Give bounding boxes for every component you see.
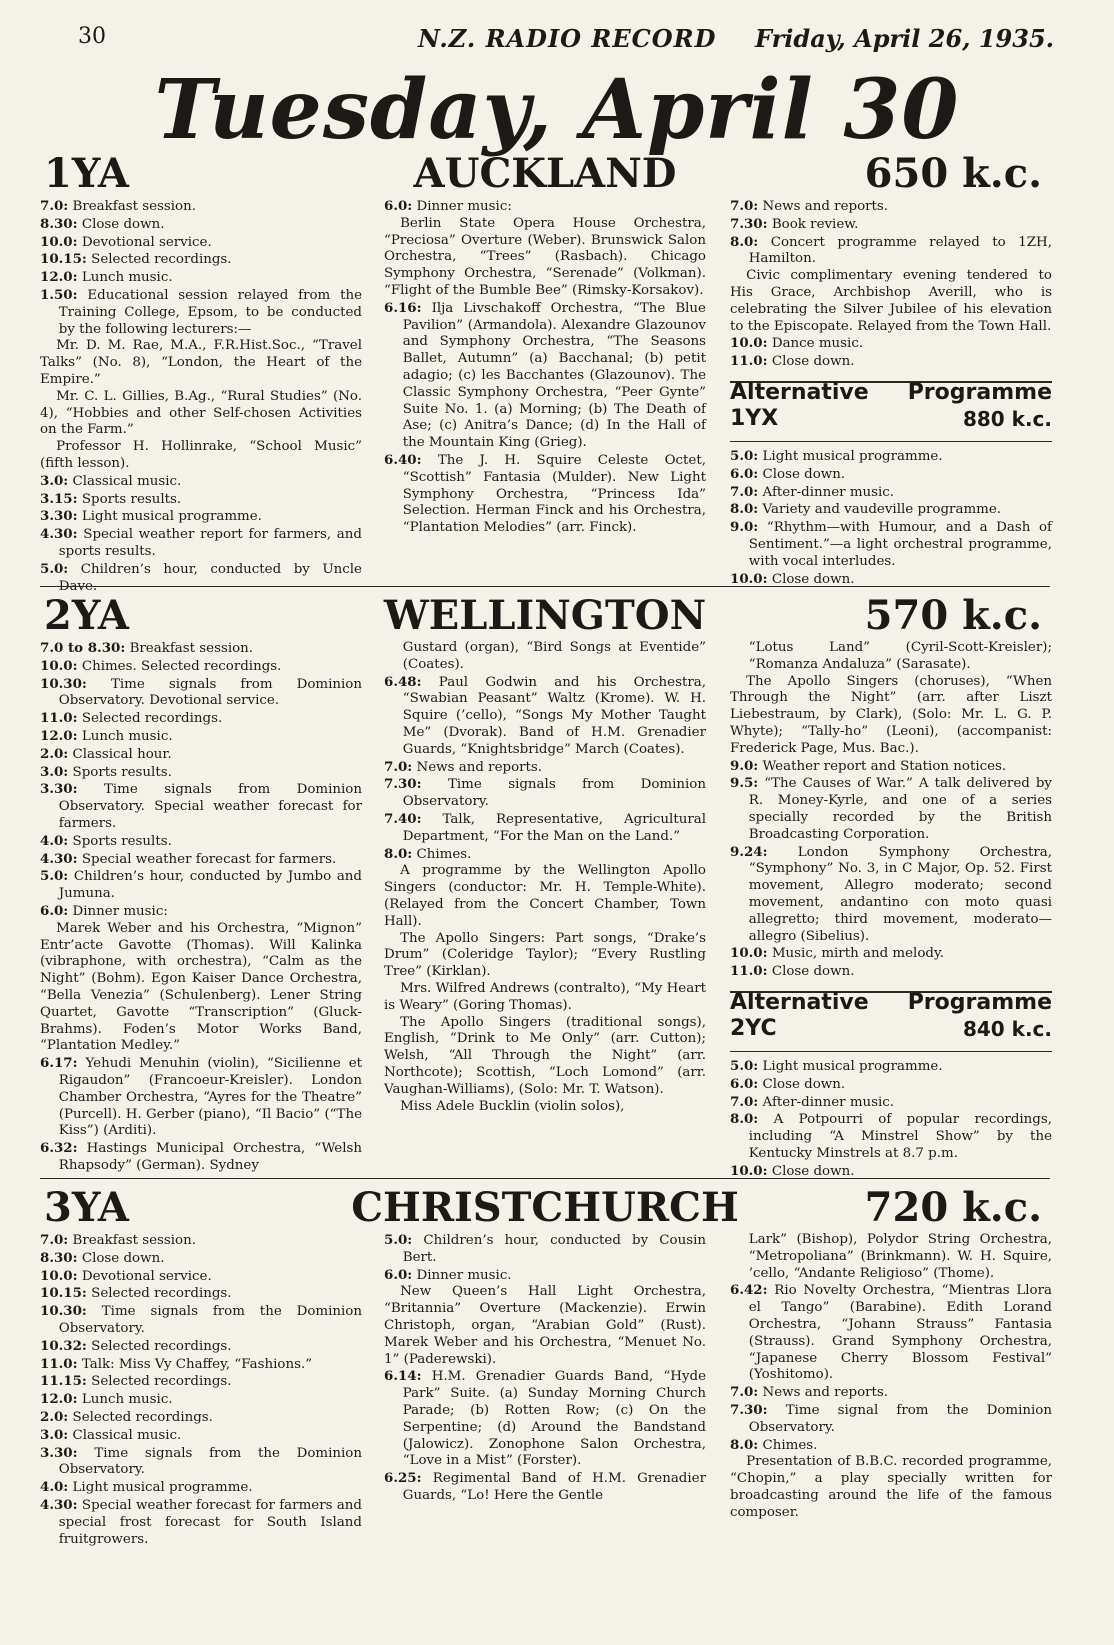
schedule-item [730,963,1052,981]
schedule-time: 10.0: [730,945,768,962]
alt-label: Alternative [730,989,869,1015]
schedule-text: Selected recordings. [72,1409,213,1425]
schedule-text: Dance music. [771,336,864,352]
schedule-item [40,1445,362,1480]
schedule-item [730,484,1052,502]
schedule-time: 6.32: [40,1140,78,1157]
schedule-time: 9.24: [730,843,768,860]
schedule-time: 3.15: [40,490,78,507]
schedule-item [40,728,362,746]
page-number: 30 [78,24,106,49]
schedule-text: Selected recordings. [91,1286,232,1302]
schedule-text: Sports results. [72,833,172,849]
schedule-text: The J. H. Squire Celeste Octet, “Scottish” Fantasia (Mulder). New Light Symphony Orchestra, “Princess Ida” Selection. Herman Finck and his Orchestra, “Plantation Melodies” (arr. Finck). [402,452,706,536]
schedule-time: 2.0: [40,745,69,762]
schedule-text: Weather report and Station notices. [762,758,1007,774]
schedule-time: 10.0: [40,233,78,250]
station-call-sign: 3YA [44,1184,129,1231]
alt-label: Alternative [730,379,869,405]
schedule-time: 10.0: [730,1162,768,1179]
schedule-text: Children’s hour, conducted by Uncle Dave. [58,561,362,594]
schedule-continuation: Gustard (organ), “Bird Songs at Eventide” (Coates). [402,640,706,672]
schedule-column-1 [40,640,362,1175]
schedule-time: 5.0: [730,447,759,464]
schedule-time: 4.0: [40,1479,69,1496]
schedule-item [40,1338,362,1356]
schedule-item [40,1497,362,1548]
schedule-item [730,1384,1052,1402]
schedule-text: Light musical programme. [72,1480,253,1496]
schedule-text: After-dinner music. [762,484,895,500]
schedule-time: 1.50: [40,286,78,303]
station-frequency: 720 k.c. [864,1184,1042,1231]
schedule-time: 6.48: [384,673,422,690]
schedule-time: 8.0: [730,1436,759,1453]
schedule-detail: Marek Weber and his Orchestra, “Mignon” Entr’acte Gavotte (Thomas). Will Kalinka (vibraphone, with orchestra), “Calm as the Night” (Bohm). Egon Kaiser Dance Orchestra, “Bella Venezia” (Schulenberg). Lener String Quartet, Gavotte “Transcription” (Gluck-Brahms). Foden’s Motor Works Band, “Plantation Medley.” [40,920,362,1054]
schedule-text: Time signals from Dominion Observatory. Devotional service. [58,676,362,709]
schedule-item [40,851,362,869]
schedule-text: Special weather forecast for farmers and special frost forecast for South Island fruitgrowers. [58,1497,362,1547]
schedule-item [730,353,1052,371]
schedule-time: 5.0: [384,1232,413,1248]
schedule-time: 3.0: [40,1426,69,1443]
section-divider [40,586,1050,587]
schedule-time: 6.40: [384,451,422,468]
schedule-time: 6.17: [40,1055,78,1072]
schedule-detail: The Apollo Singers: Part songs, “Drake’s Drum” (Coleridge Taylor); “Every Rustling Tree” (Kirklan). [384,930,706,980]
schedule-item [40,1232,362,1250]
schedule-item [40,287,362,338]
schedule-text: Ilja Livschakoff Orchestra, “The Blue Pavilion” (Armandola). Alexandre Glazounov and Symphony Orchestra, “The Seasons Ballet, Autumn” (a) Bacchanal; (b) petit adagio; (c) les Bacchantes (Glazounov). The Classic Symphony Orchestra, “Peer Gynte” Suite No. 1. (a) Morning; (b) The Death of Ase; (c) Anitra’s Dance; (d) In the Hall of the Mountain King (Grieg). [402,300,706,451]
schedule-item [40,764,362,782]
schedule-item [730,945,1052,963]
schedule-text: Light musical programme. [762,1058,943,1074]
schedule-text: Selected recordings. [91,1374,232,1390]
schedule-text: Paul Godwin and his Orchestra, “Swabian Peasant” Waltz (Krome). W. H. Squire (’cello), “Songs My Mother Taught Me” (Dvorak). Band of H.M. Grenadier Guards, “Knightsbridge” March (Coates). [402,674,706,757]
schedule-text: Selected recordings. [91,1338,232,1354]
schedule-item [730,1437,1052,1455]
schedule-time: 6.0: [730,1075,759,1092]
alt-frequency: 840 k.c. [962,1016,1052,1041]
schedule-time: 10.0: [730,335,768,352]
schedule-item [384,846,706,864]
schedule-text: Selected recordings. [91,252,232,268]
schedule-time: 4.30: [40,850,78,867]
schedule-item [40,1391,362,1409]
schedule-item [40,746,362,764]
schedule-item [40,658,362,676]
schedule-time: 10.15: [40,251,87,268]
schedule-column-1 [40,1232,362,1548]
schedule-time: 7.40: [384,810,422,827]
schedule-time: 9.5: [730,775,759,792]
schedule-item [384,198,706,216]
schedule-text: Concert programme relayed to 1ZH, Hamilton. [748,234,1052,267]
schedule-text: Classical music. [72,473,182,489]
alt-call-sign: 1YX [730,405,779,431]
schedule-time: 10.0: [40,1267,78,1284]
schedule-text: News and reports. [762,1385,889,1401]
schedule-item [40,640,362,658]
schedule-text: Time signal from the Dominion Observatory. [748,1402,1052,1435]
schedule-item [40,1268,362,1286]
schedule-time: 6.42: [730,1282,768,1299]
masthead [78,24,1054,54]
schedule-time: 11.15: [40,1373,87,1390]
schedule-time: 4.30: [40,1496,78,1513]
schedule-item [40,1356,362,1374]
schedule-text: Lunch music. [81,1392,173,1408]
schedule-time: 8.0: [730,1111,759,1128]
schedule-detail: Presentation of B.B.C. recorded programme, “Chopin,” a play specially written for broadcasting around the life of the famous composer. [730,1454,1052,1520]
schedule-text: Time signals from the Dominion Observatory. [58,1304,362,1336]
schedule-time: 5.0: [40,560,69,577]
section-divider [40,1178,1050,1179]
schedule-time: 10.0: [40,657,78,674]
schedule-text: Children’s hour, conducted by Jumbo and Jumuna. [58,869,363,902]
schedule-column-2 [384,198,706,537]
schedule-text: Yehudi Menuhin (violin), “Sicilienne et Rigaudon” (Francoeur-Kreisler). London Chamber Orchestra, “Ayres for the Theatre” (Purcell). H. Gerber (piano), “Il Bacio” (“The Kiss”) (Arditi). [58,1056,363,1139]
schedule-item [730,501,1052,519]
schedule-time: 6.0: [384,1266,413,1283]
schedule-item [384,1470,706,1505]
schedule-item [730,844,1052,946]
alt-programme-label: Programme [907,989,1052,1015]
schedule-text: Light musical programme. [81,509,262,525]
station-frequency: 650 k.c. [864,150,1042,197]
schedule-time: 2.0: [40,1408,69,1425]
schedule-time: 4.30: [40,526,78,543]
alt-call-sign: 2YC [730,1015,777,1041]
schedule-item [40,491,362,509]
schedule-item [40,903,362,921]
schedule-time: 6.25: [384,1470,422,1487]
schedule-text: Close down. [771,1163,855,1179]
schedule-item [730,1094,1052,1112]
schedule-text: Lunch music. [81,728,173,744]
schedule-time: 3.30: [40,1444,78,1461]
schedule-text: Breakfast session. [129,641,254,656]
schedule-time: 10.15: [40,1285,87,1302]
schedule-time: 10.32: [40,1337,87,1354]
schedule-time: 8.0: [730,501,759,518]
station-city: AUCKLAND [413,150,677,197]
schedule-time: 3.0: [40,472,69,489]
schedule-item [40,1250,362,1268]
schedule-item [730,448,1052,466]
schedule-item [40,1285,362,1303]
schedule-item [40,561,362,596]
schedule-item [730,466,1052,484]
schedule-text: Variety and vaudeville programme. [762,502,1002,518]
schedule-continuation: “Lotus Land” (Cyril-Scott-Kreisler); “Romanza Andaluza” (Sarasate). [748,640,1052,672]
schedule-text: Devotional service. [81,1268,212,1284]
schedule-text: Talk, Representative, Agricultural Department, “For the Man on the Land.” [402,811,706,844]
section-header [40,1184,1050,1232]
schedule-time: 7.0: [730,198,759,214]
schedule-time: 5.0: [40,868,69,885]
schedule-item [40,473,362,491]
schedule-text: Chimes. [416,846,472,862]
schedule-item [730,1402,1052,1437]
schedule-text: Special weather forecast for farmers. [81,851,337,867]
schedule-text: Selected recordings. [81,711,223,727]
station-city: WELLINGTON [383,592,707,639]
schedule-item [40,234,362,252]
schedule-time: 7.0: [730,1384,759,1401]
schedule-detail: Mr. D. M. Rae, M.A., F.R.Hist.Soc., “Travel Talks” (No. 8), “London, the Heart of the Empire.” [40,338,362,387]
schedule-text: Sports results. [72,764,172,780]
schedule-text: Close down. [81,1250,165,1266]
schedule-column-3 [730,198,1052,588]
schedule-item [40,781,362,832]
schedule-time: 3.0: [40,763,69,780]
schedule-time: 7.0: [40,198,69,214]
schedule-item [384,759,706,777]
schedule-item [384,811,706,846]
alt-programme-label: Programme [907,379,1052,405]
schedule-time: 11.0: [730,353,768,370]
schedule-item [40,710,362,728]
station-section-1ya [40,150,1052,594]
schedule-text: Classical music. [72,1427,182,1443]
station-call-sign: 2YA [44,592,129,639]
station-city: CHRISTCHURCH [351,1184,739,1231]
schedule-text: Lunch music. [81,270,173,286]
station-section-2ya [40,592,1052,1179]
schedule-text: Educational session relayed from the Training College, Epsom, to be conducted by the following lecturers:— [58,287,362,337]
schedule-time: 6.0: [384,198,413,214]
schedule-text: Close down. [771,964,855,980]
schedule-detail: The Apollo Singers (traditional songs), English, “Drink to Me Only” (arr. Cutton); Welsh, “All Through the Night” (arr. Northcote); Scottish, “Loch Lomond” (arr. Vaughan-Williams), (Solo: Mr. T. Watson). [384,1014,706,1097]
schedule-time: 7.0: [730,1093,759,1110]
station-frequency: 570 k.c. [864,592,1042,639]
schedule-time: 3.30: [40,508,78,525]
schedule-item [40,1303,362,1338]
schedule-time: 11.0: [40,1355,78,1372]
schedule-item [40,676,362,711]
alt-frequency: 880 k.c. [962,406,1052,431]
schedule-item [730,1076,1052,1094]
alt-schedule-list [730,1058,1052,1181]
alternative-programme-header [730,381,1052,442]
schedule-item [40,1427,362,1445]
schedule-text: Close down. [771,571,855,587]
schedule-detail: The Apollo Singers (choruses), “When Through the Night” (arr. after Liszt Liebestraum, by Clark), (Solo: Mr. L. G. P. Whyte); “Tally-ho” (Leoni), (accompanist: Frederick Page, Mus. Bac.). [730,673,1052,756]
schedule-text: H.M. Grenadier Guards Band, “Hyde Park” Suite. (a) Sunday Morning Church Parade; (b) Rotten Row; (c) On the Serpentine; (d) Around the Bandstand (Jalowicz). Zonophone Salon Orchestra, “Love in a Mist” (Forster). [402,1369,707,1469]
publication-name: N.Z. RADIO RECORD [418,24,717,53]
schedule-item [730,216,1052,234]
schedule-item [40,526,362,561]
schedule-time: 8.0: [730,233,759,250]
schedule-column-3 [730,1232,1052,1522]
schedule-item [730,775,1052,843]
schedule-time: 6.16: [384,299,422,316]
schedule-text: Close down. [81,216,165,232]
schedule-time: 7.0: [384,758,413,775]
schedule-item [730,1282,1052,1384]
schedule-text: Talk: Miss Vy Chaffey, “Fashions.” [81,1356,313,1372]
schedule-text: Devotional service. [81,234,212,250]
schedule-text: Breakfast session. [72,1233,196,1248]
schedule-text: Children’s hour, conducted by Cousin Bert. [402,1233,706,1265]
schedule-time: 8.30: [40,215,78,232]
schedule-time: 7.0: [730,483,759,500]
schedule-list [730,640,1052,981]
schedule-time: 6.0: [730,465,759,482]
schedule-text: Rio Novelty Orchestra, “Mientras Llora el Tango” (Barabine). Edith Lorand Orchestra, “Johann Strauss” Fantasia (Strauss). Grand Symphony Orchestra, “Japanese Cherry Blossom Festival” (Yoshitomo). [748,1283,1052,1383]
schedule-text: Dinner music. [416,1267,512,1283]
schedule-time: 10.0: [730,570,768,587]
schedule-time: 7.30: [730,1401,768,1418]
schedule-text: Classical hour. [72,746,172,762]
schedule-text: Book review. [771,216,859,232]
schedule-time: 7.30: [384,776,422,793]
schedule-time: 4.0: [40,832,69,849]
schedule-column-2 [384,1232,706,1505]
schedule-item [40,1479,362,1497]
schedule-text: Music, mirth and melody. [771,946,944,962]
schedule-time: 11.0: [40,710,78,727]
schedule-detail: Berlin State Opera House Orchestra, “Preciosa” Overture (Weber). Brunswick Salon Orchestra, “Trees” (Rasbach). Chicago Symphony Orchestra, “Serenade” (Volkman). “Flight of the Bumble Bee” (Rimsky-Korsakov). [384,215,706,298]
schedule-text: Chimes. Selected recordings. [81,658,282,674]
schedule-time: 12.0: [40,1391,78,1408]
schedule-text: After-dinner music. [762,1094,895,1110]
schedule-text: Sports results. [81,491,182,507]
schedule-item [384,452,706,537]
schedule-item [40,868,362,903]
schedule-item [384,1368,706,1470]
schedule-time: 6.14: [384,1368,422,1385]
schedule-time: 9.0: [730,757,759,774]
schedule-detail: A programme by the Wellington Apollo Singers (conductor: Mr. H. Temple-White). (Relayed from the Concert Chamber, Town Hall). [384,863,706,929]
day-title: Tuesday, April 30 [154,62,960,158]
schedule-continuation: Lark” (Bishop), Polydor String Orchestra, “Metropoliana” (Brinkmann). W. H. Squire, ’cello, “Andante Religioso” (Thome). [748,1232,1052,1281]
schedule-text: Dinner music: [416,199,512,214]
schedule-text: Time signals from the Dominion Observatory. [58,1445,362,1478]
schedule-item [40,833,362,851]
schedule-detail: Mrs. Wilfred Andrews (contralto), “My Heart is Weary” (Goring Thomas). [384,980,706,1013]
schedule-column-3 [730,640,1052,1181]
schedule-item [40,1140,362,1175]
schedule-item [40,1373,362,1391]
schedule-detail: Mr. C. L. Gillies, B.Ag., “Rural Studies” (No. 4), “Hobbies and other Self-chosen Activities on the Farm.” [40,388,362,438]
schedule-text: Close down. [771,354,855,370]
schedule-item [384,674,706,759]
schedule-time: 9.0: [730,519,759,536]
schedule-text: “Rhythm—with Humour, and a Dash of Sentiment.”—a light orchestral programme, with vocal interludes. [748,520,1052,569]
schedule-text: News and reports. [416,759,543,775]
schedule-time: 12.0: [40,269,78,286]
schedule-time: 7.0 to 8.30: [40,640,126,656]
schedule-detail: Professor H. Hollinrake, “School Music” (fifth lesson). [40,439,362,471]
schedule-item [730,198,1052,216]
station-section-3ya [40,1184,1052,1547]
schedule-text: Time signals from Dominion Observatory. [402,777,706,810]
schedule-time: 3.30: [40,781,78,798]
schedule-text: Close down. [762,466,846,482]
schedule-item [730,1058,1052,1076]
schedule-item [384,300,706,452]
alt-schedule-list [730,448,1052,588]
schedule-item [384,1232,706,1267]
schedule-text: Dinner music: [72,903,168,919]
issue-date: Friday, April 26, 1935. [755,24,1054,53]
schedule-text: London Symphony Orchestra, “Symphony” No. 3, in C Major, Op. 52. First movement, Allegro moderato; second movement, andantino con moto quasi allegretto; third movement, moderato—allegro (Sibelius). [748,844,1052,944]
schedule-item [40,198,362,216]
schedule-text: Breakfast session. [72,199,196,214]
schedule-item [40,508,362,526]
schedule-text: A Potpourri of popular recordings, including “A Minstrel Show” by the Kentucky Minstrels at 8.7 p.m. [748,1112,1052,1161]
schedule-text: Regimental Band of H.M. Grenadier Guards, “Lo! Here the Gentle [402,1471,706,1503]
schedule-item [40,251,362,269]
schedule-item [40,216,362,234]
schedule-time: 7.0: [40,1232,69,1248]
alternative-programme-header [730,991,1052,1052]
schedule-text: Close down. [762,1076,846,1092]
schedule-text: Light musical programme. [762,448,943,464]
schedule-time: 12.0: [40,727,78,744]
schedule-time: 8.0: [384,845,413,862]
schedule-time: 7.30: [730,215,768,232]
schedule-detail: Miss Adele Bucklin (violin solos), [400,1098,625,1114]
schedule-time: 8.30: [40,1249,78,1266]
schedule-text: Special weather report for farmers, and sports results. [58,527,362,559]
schedule-text: Time signals from Dominion Observatory. Special weather forecast for farmers. [58,782,362,831]
schedule-item [730,519,1052,570]
schedule-item [40,269,362,287]
section-header [40,150,1050,198]
schedule-detail: Civic complimentary evening tendered to His Grace, Archbishop Averill, who is celebrating the Silver Jubilee of his elevation to the Episcopate. Relayed from the Town Hall. [730,268,1052,334]
schedule-time: 10.30: [40,1303,87,1320]
schedule-list [730,198,1052,371]
schedule-item [384,1267,706,1285]
schedule-item [730,1111,1052,1162]
schedule-item [730,758,1052,776]
schedule-item [730,234,1052,269]
section-header [40,592,1050,640]
schedule-text: Hastings Municipal Orchestra, “Welsh Rhapsody” (German). Sydney [58,1141,363,1173]
schedule-item [384,776,706,811]
schedule-item [40,1409,362,1427]
schedule-time: 5.0: [730,1057,759,1074]
schedule-time: 6.0: [40,902,69,919]
schedule-item [40,1055,362,1140]
schedule-detail: New Queen’s Hall Light Orchestra, “Britannia” Overture (Mackenzie). Erwin Christoph, organ, “Arabian Gold” (Rust). Marek Weber and his Orchestra, “Menuet No. 1” (Paderewski). [384,1284,706,1367]
schedule-time: 11.0: [730,963,768,980]
schedule-time: 10.30: [40,675,87,692]
schedule-item [730,335,1052,353]
schedule-column-2 [384,640,706,1115]
station-call-sign: 1YA [44,150,129,197]
schedule-text: Chimes. [762,1437,818,1453]
schedule-text: News and reports. [762,199,889,214]
schedule-text: “The Causes of War.” A talk delivered by R. Money-Kyrle, and one of a series specially recorded by the British Broadcasting Corporation. [748,776,1052,842]
schedule-column-1 [40,198,362,595]
